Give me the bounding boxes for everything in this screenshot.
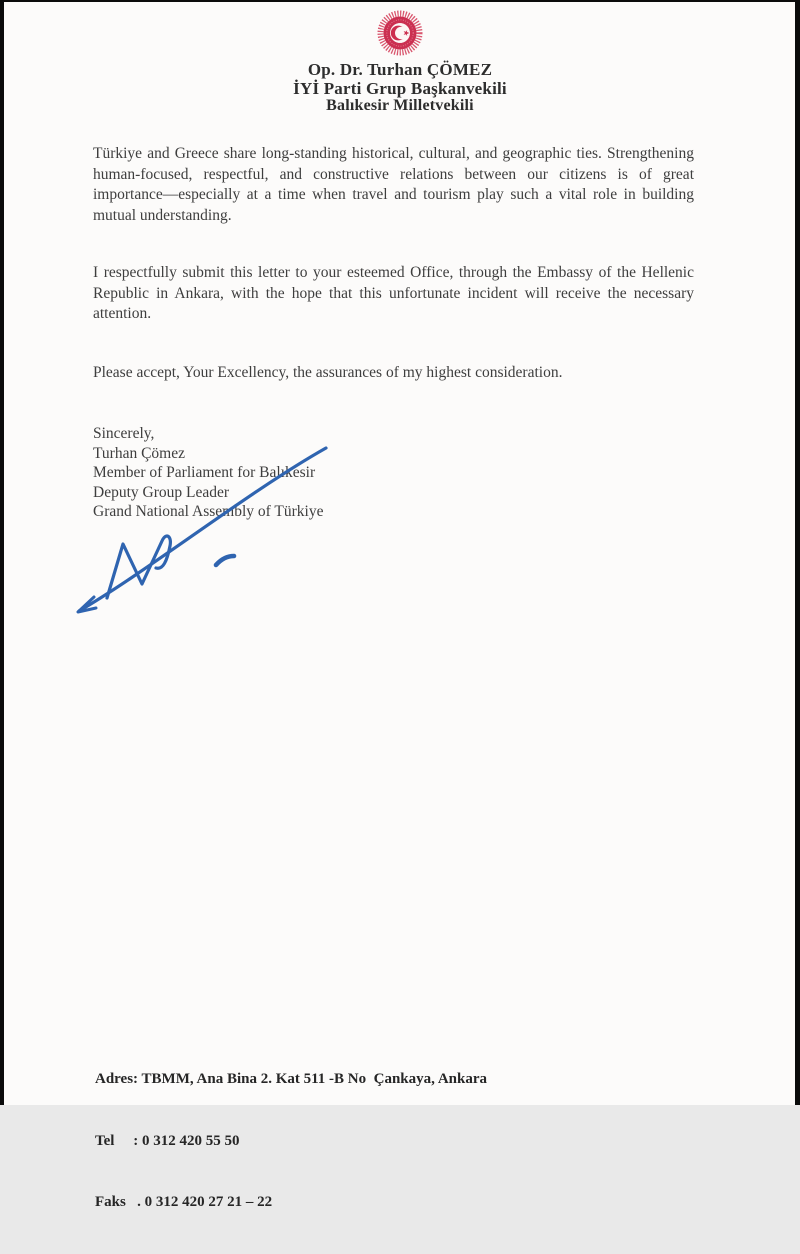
- body-paragraph-1: Türkiye and Greece share long-standing historical, cultural, and geographic ties. Strengthening human-focused, respectful, and constructive relations between our citizens is of great importance—especially at a time when travel and tourism play such a vital role in building mutual understanding.: [93, 145, 694, 224]
- signer-title-3: Grand National Assembly of Türkiye: [93, 503, 324, 521]
- letterhead-name: Op. Dr. Turhan ÇÖMEZ: [307, 60, 493, 79]
- tbmm-emblem-icon: [375, 7, 425, 59]
- scan-edge-top: [0, 0, 800, 2]
- fax-line: Faks . 0 312 420 27 21 – 22: [95, 1194, 273, 1210]
- scan-edge-left: [0, 0, 4, 1105]
- signature-scrawl-icon: [58, 438, 350, 628]
- telephone-line: Tel : 0 312 420 55 50: [95, 1132, 240, 1149]
- letterhead-constituency: Balıkesir Milletvekili: [326, 97, 474, 114]
- letterhead-party-title: İYİ Parti Grup Başkanvekili: [293, 79, 507, 98]
- signer-title-2: Deputy Group Leader: [93, 483, 230, 501]
- scan-edge-right: [795, 0, 800, 1105]
- signer-name: Turhan Çömez: [93, 444, 185, 462]
- body-paragraph-3: Please accept, Your Excellency, the assurances of my highest consideration.: [93, 364, 563, 381]
- body-paragraph-2: I respectfully submit this letter to your esteemed Office, through the Embassy of the Hellenic Republic in Ankara, with the hope that this unfortunate incident will receive the necessary attention.: [93, 264, 694, 323]
- signer-title-1: Member of Parliament for Balıkesir: [93, 464, 316, 482]
- closing-line: Sincerely,: [93, 425, 155, 442]
- address-line: Adres: TBMM, Ana Bina 2. Kat 511 -B No Çankaya, Ankara: [95, 1071, 487, 1087]
- footer-contact-block: [95, 1028, 735, 1254]
